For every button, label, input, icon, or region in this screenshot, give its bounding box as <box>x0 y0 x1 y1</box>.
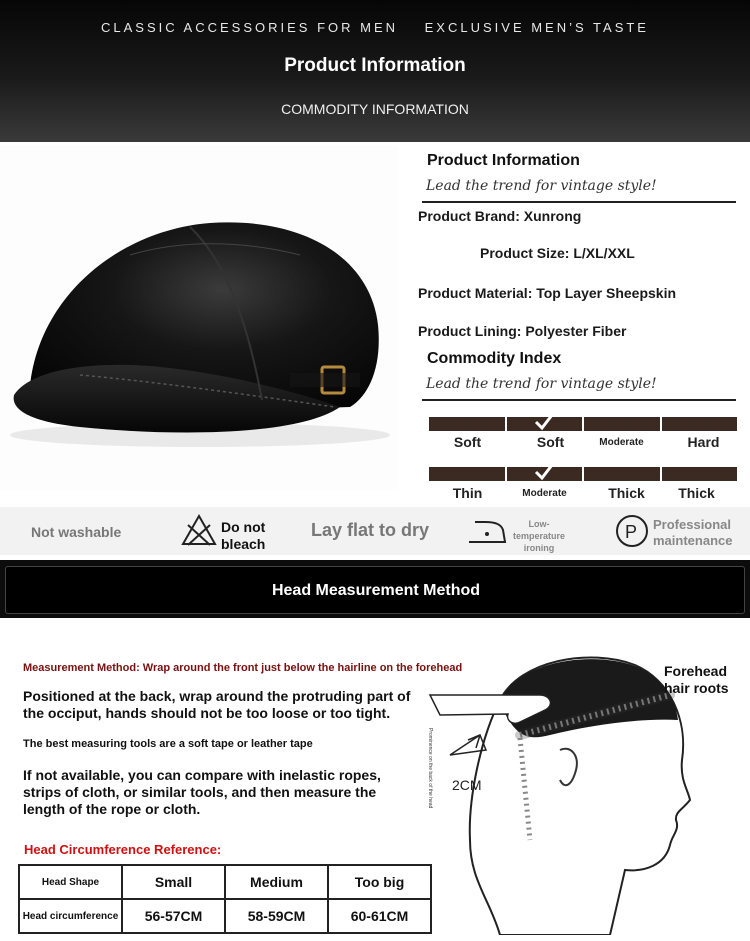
softness-label: Moderate <box>599 437 644 448</box>
check-icon <box>533 413 555 431</box>
table-cell: Small <box>122 865 225 899</box>
bleach-line: bleach <box>221 536 266 552</box>
label-hair-roots: hair roots <box>664 680 729 696</box>
table-cell: 60-61CM <box>328 899 431 933</box>
band-inner <box>5 566 745 614</box>
band-title: Head Measurement Method <box>271 582 481 599</box>
bleach-line: Do not <box>221 519 266 535</box>
pro-line: maintenance <box>653 533 733 548</box>
measurement-method: Measurement Method: Wrap around the front just below the hairline on the forehead <box>23 662 463 674</box>
softness-segment <box>662 417 738 431</box>
thickness-segment <box>429 467 507 481</box>
header-tagline <box>0 20 750 35</box>
section-band <box>0 560 750 618</box>
tagline-left: CLASSIC ACCESSORIES FOR MEN <box>101 20 399 35</box>
table-cell: Medium <box>225 865 328 899</box>
table-row <box>19 865 431 899</box>
size-reference-title: Head Circumference Reference: <box>24 842 222 857</box>
product-brand: Product Brand: Xunrong <box>418 208 582 224</box>
professional-care-icon <box>614 513 650 549</box>
care-dry: Lay flat to dry <box>311 520 430 540</box>
divider <box>422 399 736 401</box>
thickness-segment <box>662 467 738 481</box>
product-info-title: Product Information <box>427 152 580 169</box>
measurement-alternative: If not available, you can compare with inelastic ropes, strips of cloth, or similar tools, and then measure the length of the rope or cloth. <box>23 767 381 817</box>
softness-label: Hard <box>687 434 720 450</box>
thickness-label: Thick <box>608 485 645 501</box>
measurement-tools: The best measuring tools are a soft tape or leather tape <box>23 738 313 750</box>
product-info-script: Lead the trend for vintage style! <box>426 178 657 194</box>
header-banner <box>0 0 750 142</box>
table-cell: Head circumference <box>19 899 122 933</box>
softness-segment <box>584 417 662 431</box>
tagline-right: EXCLUSIVE MEN’S TASTE <box>424 20 649 35</box>
softness-scale <box>429 417 737 431</box>
product-lining: Product Lining: Polyester Fiber <box>418 323 627 339</box>
thickness-segment <box>584 467 662 481</box>
care-bleach <box>221 519 265 553</box>
table-cell: 56-57CM <box>122 899 225 933</box>
softness-segment <box>429 417 507 431</box>
header-subtitle: COMMODITY INFORMATION <box>281 101 469 117</box>
check-icon <box>533 463 555 481</box>
beret-cap-image <box>0 145 398 490</box>
divider <box>422 201 736 203</box>
care-professional <box>653 517 732 549</box>
table-row <box>19 899 431 933</box>
svg-text:P: P <box>625 522 638 542</box>
commodity-index-title: Commodity Index <box>427 350 562 367</box>
softness-label: Soft <box>536 434 565 450</box>
care-iron <box>509 518 569 554</box>
table-cell: Too big <box>328 865 431 899</box>
thickness-label: Moderate <box>522 488 567 499</box>
commodity-index-script: Lead the trend for vintage style! <box>426 376 657 392</box>
label-forehead: Forehead <box>664 663 728 679</box>
iron-icon <box>465 518 509 546</box>
thickness-scale <box>429 467 737 481</box>
iron-line: temperature <box>512 531 566 541</box>
product-photo <box>0 145 398 490</box>
label-2cm: 2CM <box>452 777 482 793</box>
thickness-label: Thin <box>452 485 483 501</box>
head-diagram <box>420 640 750 935</box>
size-table <box>18 864 432 934</box>
label-prominence: Prominence on the back of the head <box>427 728 433 809</box>
iron-line: ironing <box>523 543 555 553</box>
table-cell: Head Shape <box>19 865 122 899</box>
no-bleach-icon <box>180 513 218 547</box>
table-cell: 58-59CM <box>225 899 328 933</box>
product-size: Product Size: L/XL/XXL <box>480 245 635 261</box>
header-title: Product Information <box>284 55 466 76</box>
thickness-label: Thick <box>678 485 715 501</box>
care-wash: Not washable <box>31 524 122 540</box>
iron-line: Low- <box>528 519 550 529</box>
product-material: Product Material: Top Layer Sheepskin <box>418 285 677 301</box>
pro-line: Professional <box>653 517 732 532</box>
measurement-instruction: Positioned at the back, wrap around the protruding part of the occiput, hands should not be too loose or too tight. <box>23 688 411 721</box>
softness-label: Soft <box>453 434 482 450</box>
